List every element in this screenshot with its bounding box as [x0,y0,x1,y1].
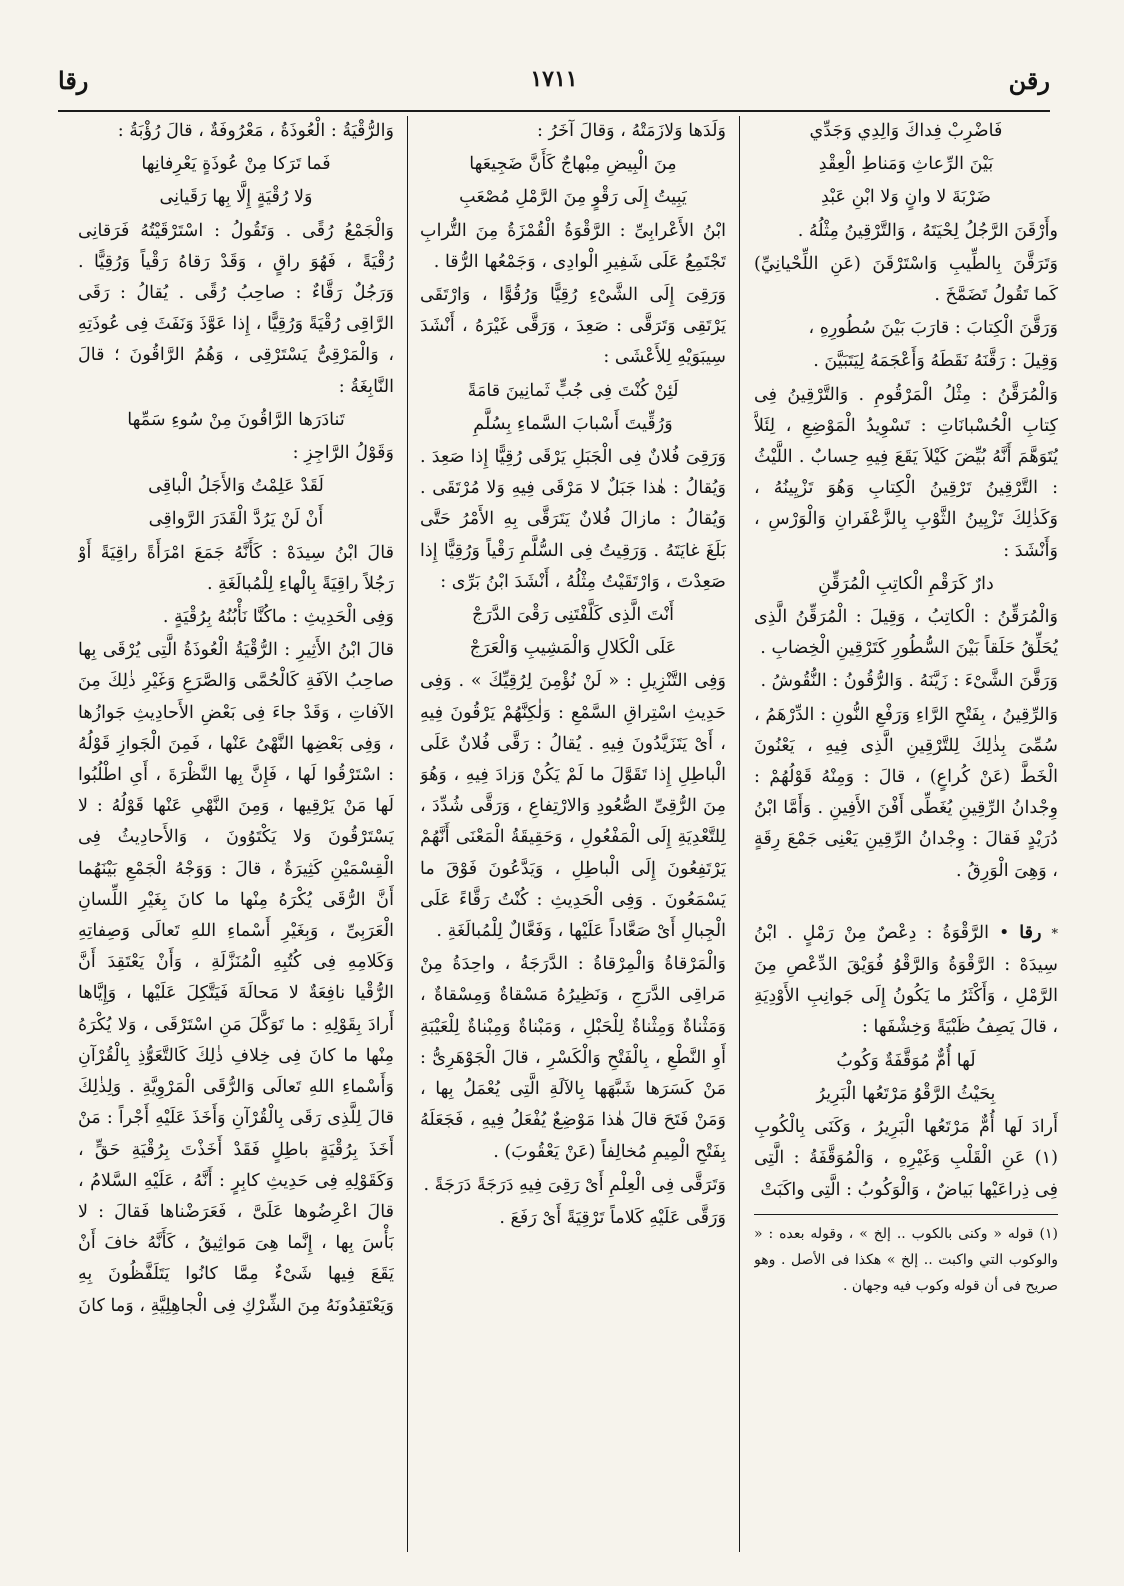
text-paragraph: وَالْجَمْعُ رُقًى . وَتَقُولُ : اسْتَرْقَيْتُهُ فَرَقانِى رُقْيَةً ، فَهُوَ راقٍ ، وَقَدْ رَقاهُ رَقْياً وَرُقِيًّا . وَرَجُلٌ رَقَّاءٌ : صاحِبُ رُقًى . يُقالُ : رَقَى الرَّاقِى رُقْيَةً وَرُقِيًّا ، إِذا عَوَّذَ وَنَفَثَ فِى عُوذَتِهِ ، وَالْمَرْقِىُّ يَسْتَرْقِى ، وَهُمُ الرَّاقُونَ ؛ قالَ النَّابِغَةُ : [78,220,394,397]
footnote-rule [754,1214,1058,1215]
header-rule [58,110,1050,112]
page-header [58,62,1050,108]
text-paragraph: وَفِى التَّنْزِيلِ : « لَنْ نُؤْمِنَ لِرُقِيِّكَ » . وَفِى حَدِيثِ اسْتِراقِ السَّمْعِ : وَلٰكِنَّهُمْ يَرْقُونَ فِيهِ ، أَىْ يَتَزَيَّدُونَ فِيهِ . يُقالُ : رَقَّى فُلانٌ عَلَى الْباطِلِ إِذا تَقَوَّلَ ما لَمْ يَكُنْ وَزادَ فِيهِ ، وَهُوَ مِنَ الرُّقِىِّ الصُّعُودِ وَالارْتِفاعِ ، وَرَقَّى شُدِّدَ ، لِلتَّعْدِيَةِ إِلَى الْمَفْعُولِ ، وَحَقِيقَةُ الْمَعْنَى أَنَّهُمْ يَرْتَفِعُونَ إِلَى الْباطِلِ ، وَيَدَّعُونَ فَوْقَ ما يَسْمَعُونَ . وَفِى الْحَدِيثِ : كُنْتُ رَقَّاءً عَلَى الْجِبالِ أَىْ صَعَّاداً عَلَيْها ، وَفَعَّالٌ لِلْمُبالَغَةِ . [420,671,726,942]
entry-paragraph [754,917,1058,1044]
text-paragraph: وَلَدَها وَلازَمَتْهُ ، وَقالَ آخَرُ : [536,121,726,141]
text-paragraph: وأَرْقَنَ الرَّجُلُ لِحْيَتَهُ ، وَالتَّرْقِينُ مِثْلُهُ . [797,220,1058,241]
verse-line: أَنْ لَنْ يَرُدَّ الْقَدَرَ الرَّواقِى [148,509,324,530]
text-paragraph: وَرَقَّنَ الشَّىْءَ : زَيَّنَهُ . وَالرُّقُونُ : النُّقُوشُ . [760,671,1058,692]
verse-line: لَقَدْ عَلِمْتُ وَالأَجَلُ الْباقِى [148,476,324,497]
column-middle [420,116,726,1552]
entry-star: * [1051,926,1058,942]
verse-line: تَنادَرَها الرَّاقُونَ مِنْ سُوءِ سَمِّها [127,409,345,430]
text-paragraph: قالَ ابْنُ سِيدَهْ : كَأَنَّهُ جَمَعَ امْرَأَةً راقِيَةً أَوْ رَجُلاً راقِيَةً بِالْهاءِ لِلْمُبالَغَةِ . [78,542,394,594]
column-right [754,116,1058,1552]
text-paragraph: وَالْمُرَقَّنُ : مِثْلُ الْمَرْقُومِ . وَالتَّرْقِينُ فِى كِتابِ الْحُسْبانَاتِ : تَسْوِيدُ الْمَوْضِعِ ، لِئَلاَّ يُتَوَهَّمَ أَنَّهُ بُيِّضَ كَيْلاَ يَقَعَ فِيهِ حِسابٌ . اللَّيْثُ : التَّرْقِينُ تَرْقِينُ الْكِتابِ وَهُوَ تَزْيِينُهُ ، وَكَذٰلِكَ تَزْيِينُ الثَّوْبِ بِالزَّعْفَرانِ وَالْوَرْسِ ، وَأَنْشَدَ : [754,384,1058,561]
footnote: (١) قوله « وكنى بالكوب .. إلخ » ، وقوله بعده : « والوكوب التي واكبت .. إلخ » هكذا فى الأصل . وهو صريح فى أن قوله وكوب فيه وجهان . [754,1225,1058,1294]
entry-gap [754,889,1058,917]
column-separator [739,116,740,1552]
text-paragraph: ابْنُ الأَعْرابِىِّ : الرَّقْوَةُ الْقُمْزَةُ مِنَ التُّرابِ تَجْتَمِعُ عَلَى شَفِيرِ الْوادِى ، وَجَمْعُها الرُّقا . [420,220,726,272]
verse-line: عَلَى الْكَلالِ وَالْمَشِيبِ وَالْعَرَجْ [469,638,677,659]
entry-text: • الرَّقْوَةُ : دِعْصٌ مِنْ رَمْلٍ . ابْنُ سِيدَهْ : الرَّقْوَةُ وَالرَّقْوُ فُوَيْقَ الدِّعْصِ مِنَ الرَّمْلِ ، وَأَكْثَرُ ما يَكُونُ إِلَى جَوانِبِ الأَوْدِيَةِ ، قالَ يَصِفُ ظَبْيَةً وَخِشْفَها : [754,922,1058,1038]
column-left [78,116,394,1552]
column-separator [407,116,408,1552]
text-paragraph: وَرَقَّى عَلَيْهِ كَلاماً تَرْقِيَةً أَىْ رَفَعَ . [499,1207,726,1228]
verse-line: فَاضْرِبْ فِداكَ وَالِدِي وَجَدِّي [809,121,1003,141]
header-root-right: رقن [1008,66,1050,95]
text-paragraph: وَالرِّقِينُ ، بِفَتْحِ الرَّاءِ وَرَفْعِ النُّونِ : الدِّرْهَمُ ، سُمِّىَ بِذٰلِكَ لِلتَّرْقِينِ الَّذِى فِيهِ ، يَعْنُونَ الْخَطَّ (عَنْ كُراعٍ) ، قالَ : وَمِنْهُ قَوْلُهُمْ : وِجْدانُ الرِّقِينِ يُغَطِّى أَفْنَ الأَفِينِ . وَأَمَّا ابْنُ دُرَيْدٍ فَقالَ : وِجْدانُ الرِّقِينِ يَعْنِى جَمْعَ رِقَةٍ ، وَهِىَ الْوَرِقُ . [754,704,1058,881]
text-paragraph: وَالْمَرْقاةُ وَالْمِرْقاةُ : الدَّرَجَةُ ، واحِدَةُ مِنْ مَراقِى الدَّرَجِ ، وَنَظِيرُهُ مَسْقاةٌ وَمِسْقاةٌ ، وَمَثْناةٌ وَمِثْناةٌ لِلْحَبْلِ ، وَمَبْناةٌ وَمِبْناةٌ لِلْعَيْبَةِ أَوِ النَّطْعِ ، بِالْفَتْحِ وَالْكَسْرِ ، قالَ الْجَوْهَرِىُّ : مَنْ كَسَرَها شَبَّهَها بِالآلَةِ الَّتِى يُعْمَلُ بِها ، وَمَنْ فَتَحَ قالَ هٰذا مَوْضِعٌ يُفْعَلُ فِيهِ ، فَجَعَلَهُ بِفَتْحِ الْمِيمِ مُخالِفاً (عَنْ يَعْقُوبَ) . [420,954,726,1162]
header-root-left: رقا [58,66,89,95]
text-paragraph: أَرادَ لَها أُمٌّ مَرْتَعُها الْبَرِيرُ ، وَكَنَى بِالْكُوبِ (١) عَنِ الْقَلْبِ وَغَيْرِهِ ، وَالْمُوَقَّفَةُ : الَّتِى فِى ذِراعَيْها بَياضٌ ، وَالْوَكُوبُ : الَّتِى واكَبَتْ [754,1117,1058,1200]
verse-line: مِنَ الْبِيضِ مِبْهاجٌ كَأَنَّ ضَجِيعَها [469,154,677,175]
text-paragraph: وَرَقَّنَ الْكِتابَ : قارَبَ بَيْنَ سُطُورِهِ ، [808,318,1058,339]
text-paragraph: وَتَرَقَّنَ بِالطِّيبِ وَاسْتَرْقَنَ (عَنِ اللِّحْيانِيِّ) كَما تَقُولُ تَضَمَّخَ . [754,253,1058,306]
text-paragraph: وَقِيلَ : رَقَّنَهُ نَقَطَهُ وَأَعْجَمَهُ لِيَتَبَيَّنَ . [813,351,1058,372]
verse-line: لَئِنْ كُنْتَ فِى جُبٍّ ثَمانِينَ قامَةً [467,380,679,401]
text-paragraph: وَقَوْلُ الرَّاجِزِ : [292,443,394,464]
verse-line: ضَرْبَةَ لا وانٍ وَلا ابْنِ عَبْدِ [820,187,992,208]
entry-headword: رقا [1019,921,1042,943]
page-number: ١٧١١ [530,66,578,92]
text-paragraph: وَتَرَقَّى فِى الْعِلْمِ أَىْ رَقِىَ فِيهِ دَرَجَةً دَرَجَةً . [423,1174,726,1195]
verse-line: يَبِيتُ إِلَى رَقْوٍ مِنَ الرَّمْلِ مُصْعَبِ [459,187,687,208]
text-paragraph: قالَ ابْنُ الأَثِيرِ : الرُّقْيَةُ الْعُوذَةُ الَّتِى يُرْقَى بِها صاحِبُ الآفَةِ كَالْحُمَّى وَالصَّرَعِ وَغَيْرِ ذٰلِكَ مِنَ الآفاتِ ، وَقَدْ جاءَ فِى بَعْضِ الأَحادِيثِ جَوازُها ، وَفِى بَعْضِها النَّهْىُ عَنْها ، فَمِنَ الْجَوازِ قَوْلُهُ : اسْتَرْقُوا لَها ، فَإِنَّ بِها النَّظْرَةَ ، أَىِ اطْلُبُوا لَها مَنْ يَرْقِيها ، وَمِنَ النَّهْىِ عَنْها قَوْلُهُ : لا يَسْتَرْقُونَ وَلا يَكْتَوُونَ ، وَالأَحادِيثُ فِى الْقِسْمَيْنِ كَثِيرَةٌ ، قالَ : وَوَجْهُ الْجَمْعِ بَيْنَهُما أَنَّ الرُّقَى يُكْرَهُ مِنْها ما كانَ بِغَيْرِ اللِّسانِ الْعَرَبِىِّ ، وَبِغَيْرِ أَسْماءِ اللهِ تَعالَى وَصِفاتِهِ وَكَلامِهِ فِى كُتُبِهِ الْمُنَزَّلَةِ ، وَأَنْ يَعْتَقِدَ أَنَّ الرُّقْيا نافِعَةٌ لا مَحالَةَ فَيَتَّكِلَ عَلَيْها ، وَإِيَّاها أَرادَ بِقَوْلِهِ : ما تَوَكَّلَ مَنِ اسْتَرْقَى ، وَلا يُكْرَهُ مِنْها ما كانَ فِى خِلافِ ذٰلِكَ كَالتَّعَوُّذِ بِالْقُرْآنِ وَأَسْماءِ اللهِ تَعالَى وَالرُّقَى الْمَرْوِيَّةِ . وَلِذٰلِكَ قالَ لِلَّذِى رَقَى بِالْقُرْآنِ وَأَخَذَ عَلَيْهِ أَجْراً : مَنْ أَخَذَ بِرُقْيَةٍ باطِلٍ فَقَدْ أَخَذْتَ بِرُقْيَةِ حَقٍّ ، وَكَقَوْلِهِ فِى حَدِيثِ كابِرٍ : أَنَّهُ ، عَلَيْهِ السَّلامُ ، قالَ اعْرِضُوها عَلَىَّ ، فَعَرَضْناها فَقالَ : لا بَأْسَ بِها ، إِنَّما هِىَ مَواثِيقُ ، كَأَنَّهُ خافَ أَنْ يَقَعَ فِيها شَىْءٌ مِمَّا كانُوا يَتَلَفَّظُونَ بِهِ وَيَعْتَقِدُونَهُ مِنَ الشِّرْكِ فِى الْجاهِلِيَّةِ ، وَما كانَ [78,640,394,1316]
verse-line: لَها أُمٌّ مُوَقَّفَةٌ وَكُوبُ [836,1050,976,1071]
text-paragraph: وَالرُّقْيَةُ : الْعُوذَةُ ، مَعْرُوفَةٌ ، قالَ رُؤْبَةُ : [117,121,394,141]
text-paragraph: وَرَقِىَ فُلانٌ فِى الْجَبَلِ يَرْقَى رُقِيًّا إِذا صَعِدَ . وَيُقالُ : هٰذا جَبَلٌ لا مَرْقَى فِيهِ وَلا مُرْتَقَى . وَيُقالُ : مازالَ فُلانٌ يَتَرَقَّى بِهِ الأَمْرُ حَتَّى بَلَغَ غايَتَهُ . وَرَقِيتُ فِى السُّلَّمِ رَقْياً وَرُقِيًّا إِذا صَعِدْتَ ، وَارْتَقَيْتُ مِثْلُهُ ، أَنْشَدَ ابْنُ بَرِّى : [420,447,726,592]
verse-line: فَما تَرَكا مِنْ عُوذَةٍ يَعْرِفانِها [141,154,331,175]
verse-line: دارٌ كَرَقْمِ الْكاتِبِ الْمُرَقِّنِ [818,573,994,594]
text-paragraph: وَفِى الْحَدِيثِ : ماكُنَّا نَأْبُنُهُ بِرُقْيَةٍ . [162,607,394,628]
verse-line: بِحَيْثُ الرَّقْوُ مَرْتَعُها الْبَرِيرُ [816,1083,996,1104]
text-paragraph: وَالْمُرَقِّنُ : الْكاتِبُ ، وَقِيلَ : الْمُرَقِّنُ الَّذِى يُحَلِّقُ حَلَقاً بَيْنَ السُّطُورِ كَتَرْقِينِ الْخِضابِ . [754,607,1058,659]
verse-line: وَرُقِّيتَ أَسْبابَ السَّماءِ بِسُلَّمِ [473,413,673,434]
verse-line: وَلا رُقْيَةٍ إِلَّا بِها رَقَيانِى [159,187,313,208]
verse-line: بَيْنَ الرِّعاثِ وَمَناطِ الْعِقْدِ [818,154,994,175]
verse-line: أَنْتَ الَّذِى كَلَّفْتَنِى رَقْىَ الدَّرَجْ [472,605,674,626]
text-paragraph: وَرَقِىَ إِلَى الشَّىْءِ رُقِيًّا وَرُقُوًّا ، وَارْتَقَى يَرْتَقِى وَتَرَقَّى : صَعِدَ ، وَرَقَّى غَيْرَهُ ، أَنْشَدَ سِيبَوَيْهِ لِلأَعْشَى : [420,285,726,368]
